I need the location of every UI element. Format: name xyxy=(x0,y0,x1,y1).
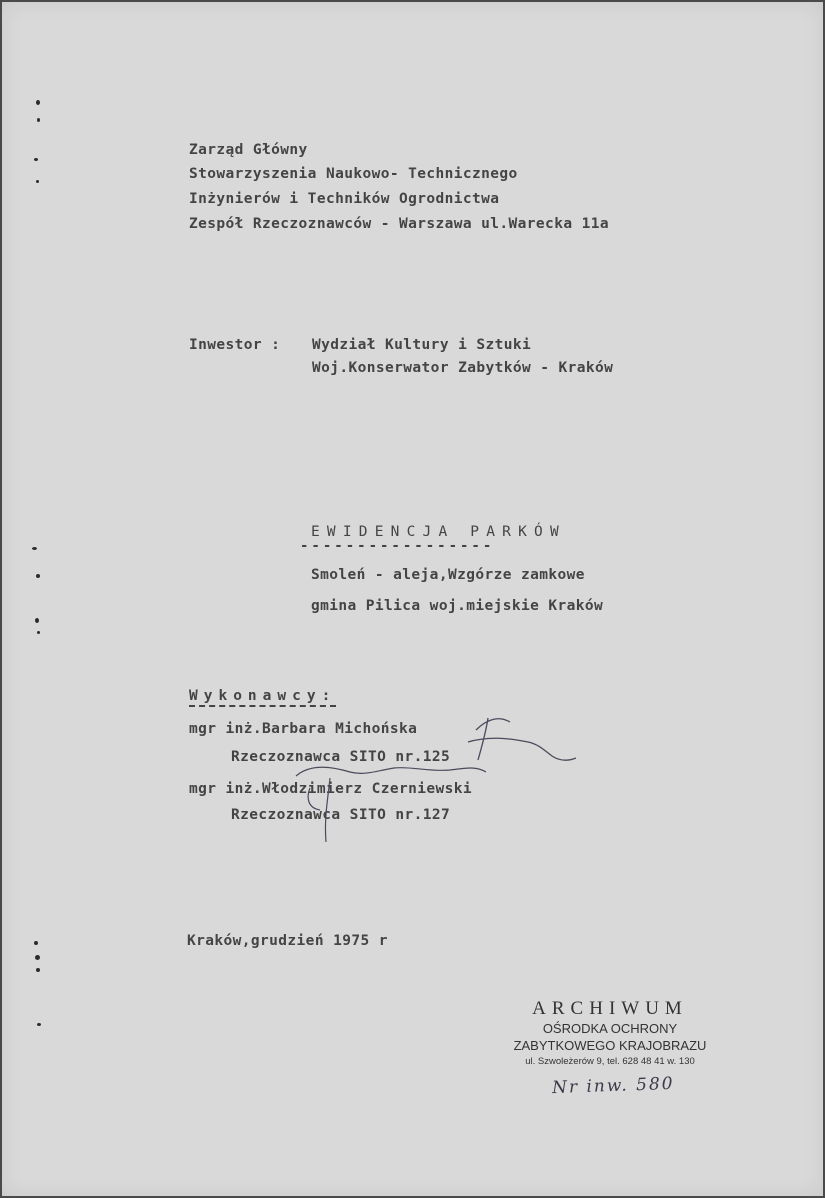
place-date: Kraków,grudzień 1975 r xyxy=(187,933,388,949)
binding-mark xyxy=(35,618,39,623)
binding-mark xyxy=(32,547,37,550)
region-line: gmina Pilica woj.miejskie Kraków xyxy=(311,598,604,614)
binding-mark xyxy=(35,955,40,960)
binding-mark xyxy=(36,180,39,183)
investor-label: Inwestor : xyxy=(189,337,281,353)
stamp-line-1: OŚRODKA OCHRONY xyxy=(542,1021,678,1036)
signature-2 xyxy=(290,758,490,848)
author-2-name: mgr inż.Włodzimierz Czerniewski xyxy=(189,781,473,797)
org-line-2: Stowarzyszenia Naukowo- Technicznego xyxy=(189,166,518,182)
binding-mark xyxy=(36,968,40,972)
stamp-address: ul. Szwoleżerów 9, tel. 628 48 41 w. 130 xyxy=(525,1056,695,1067)
authors-heading xyxy=(189,688,336,704)
binding-mark xyxy=(37,1023,41,1026)
org-line-1: Zarząd Główny xyxy=(189,142,308,158)
binding-mark xyxy=(37,118,40,122)
author-1-name: mgr inż.Barbara Michońska xyxy=(189,721,418,737)
binding-mark xyxy=(34,941,38,945)
authors-heading-text: Wykonawcy: xyxy=(189,688,336,707)
binding-mark xyxy=(36,100,40,105)
author-2-role: Rzeczoznawca SITO nr.127 xyxy=(231,807,451,823)
investor-line-2: Woj.Konserwator Zabytków - Kraków xyxy=(312,360,614,376)
investor-line-1: Wydział Kultury i Sztuki xyxy=(312,337,532,353)
binding-mark xyxy=(37,631,40,634)
stamp-line-2: ZABYTKOWEGO KRAJOBRAZU xyxy=(513,1038,707,1053)
binding-mark xyxy=(36,574,40,578)
title-dash-rule: ----------------- xyxy=(300,538,495,554)
binding-mark xyxy=(34,158,38,161)
archive-stamp xyxy=(510,998,710,1070)
inventory-number: Nr inw. 580 xyxy=(551,1073,675,1099)
stamp-title: ARCHIWUM xyxy=(532,998,688,1019)
org-line-3: Inżynierów i Techników Ogrodnictwa xyxy=(189,191,500,207)
author-1-role: Rzeczoznawca SITO nr.125 xyxy=(231,749,451,765)
signature-1 xyxy=(448,712,578,782)
location-line: Smoleń - aleja,Wzgórze zamkowe xyxy=(311,567,585,583)
document-title: EWIDENCJA PARKÓW xyxy=(311,524,566,540)
org-line-4: Zespół Rzeczoznawców - Warszawa ul.Warecka 11a xyxy=(189,216,609,232)
